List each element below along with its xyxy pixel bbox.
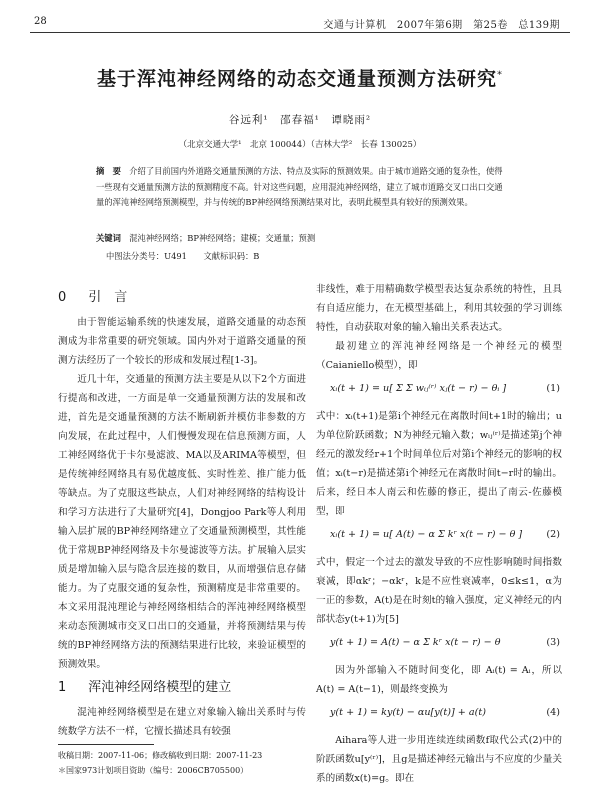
equation-body: y(t + 1) = A(t) − α Σ kʳ x(t − r) − θ [330,637,501,648]
equation [316,525,562,549]
section-heading [58,288,306,307]
abstract [96,164,508,211]
paragraph: 式中：xᵢ(t+1)是第i个神经元在离散时间t+1时的输出；u为单位阶跃函数；N为神经元输入数；wᵢⱼ⁽ʳ⁾是描述第j个神经元的激发经r+1个时间单位后对第i个神经元的影响的权值；xᵢ(t−r)是描述第i个神经元在离散时间t−r时的输出。后来，经日本人南云和佐藤的修正，提出了南云-佐藤模型，即 [316,411,562,517]
paper-title [0,64,600,91]
equation-body: y(t + 1) = ky(t) − αu[y(t)] + a(t) [330,707,486,718]
paper-title-text: 基于浑沌神经网络的动态交通量预测方法研究 [96,68,497,90]
right-column [316,280,562,788]
footnote-rule [58,744,154,745]
equation [316,379,562,403]
paragraph: 最初建立的浑沌神经网络是一个神经元的模型（Caianiello模型），即 [316,341,562,371]
header-rule [30,32,570,33]
section-title: 引 言 [88,290,128,305]
journal-info: 交通与计算机 2007年第6期 第25卷 总139期 [323,20,560,31]
title-footnote-mark: * [497,69,503,81]
paragraph: Aihara等人进一步用连续连续函数f取代公式(2)中的阶跃函数u[y⁽ʳ⁾]，且g是描述神经元输出与不应度的少量关系的函数x(t)=g。即在 [316,735,562,784]
section-title: 浑沌神经网络模型的建立 [88,680,232,695]
keywords-label: 关键词 [96,233,121,243]
equation-body: xᵢ(t + 1) = u[ A(t) − α Σ kʳ x(t − r) − θ ] [330,529,523,540]
paragraph: 因为外部输入不随时间变化，即 Aᵢ(t) = Aᵢ，所以 A(t) = A(t−1)，则最终变换为 [316,665,562,695]
section-heading [58,678,306,697]
equation-body: xᵢ(t + 1) = u[ Σ Σ wᵢⱼ⁽ʳ⁾ xⱼ(t − r) − θᵢ ] [330,383,507,394]
equation-number: (1) [546,383,560,394]
affiliation: （北京交通大学¹ 北京 100044）（吉林大学² 长春 130025） [178,140,422,150]
left-column [58,284,306,741]
paragraph: 式中，假定一个过去的激发导致的不应性影响随时间指数衰减，即αkʳ；−αkʳ，k是不应性衰减率，0≤k≤1，α为一正的参数，A(t)是在时刻t的输入强度，定义神经元的内部状态y(t+1)为[5] [316,557,562,625]
section-number: 1 [58,680,67,695]
keywords [96,232,508,244]
equation-number: (3) [546,637,560,648]
page-number: 28 [34,16,47,27]
abstract-label: 摘 要 [96,166,121,176]
paragraph: 混沌神经网络模型是在建立对象输入输出关系时与传统数学方法不一样，它擅长描述具有较强 [58,707,306,737]
keywords-text: 混沌神经网络；BP神经网络；建模；交通量；预测 [129,233,316,243]
equation-number: (4) [546,707,560,718]
paragraph: 非线性，难于用精确数学模型表达复杂系统的特性，且具有自适应能力，在无模型基础上，利用其较强的学习训练特性，自动获取对象的输入输出关系表达式。 [316,284,562,333]
footnote-funding: ＊国家973计划项目资助（编号：2006CB705500） [58,766,249,775]
abstract-text: 介绍了目前国内外道路交通量预测的方法、特点及实际的预测效果。由于城市道路交通的复杂性，使得一些现有交通量预测方法的预测精度不高。针对这些问题，应用混沌神经网络，建立了城市道路交叉口出口交通量的浑沌神经网络预测模型，并与传统的BP神经网络预测结果对比，表明此模型具有较好的预测效果。 [96,166,503,207]
paragraph: 近几十年，交通量的预测方法主要是从以下2个方面进行提高和改进，一方面是单一交通量预测方法的发展和改进，首先是交通量预测的方法不断刷新并模仿非参数的方向发展，在此过程中，人们慢慢发现在信息预测方面，人工神经网络优于卡尔曼滤波、MA以及ARIMA等模型，但是传统神经网络具有易优越度低、实时性差、推广能力低等缺点。为了克服这些缺点，人们对神经网络的结构设计和学习方法进行了大量研究[4]，Dongjoo Park等人利用输入层扩展的BP神经网络建立了交通量预测模型，其性能优于常规BP神经网络及卡尔曼滤波等方法。扩展输入层实质是增加输入层与隐含层连接的数目，从而增强信息存储能力。为了克服交通的复杂性，预测精度是非常重要的。本文采用混沌理论与神经网络相结合的浑沌神经网络模型来动态预测城市交叉口出口的交通量，并将预测结果与传统的BP神经网络方法的预测结果进行比较，来验证模型的预测效果。 [58,374,306,670]
equation [316,633,562,657]
authors: 谷远利¹ 邵春福¹ 谭晓雨² [228,114,372,126]
paragraph: 由于智能运输系统的快速发展，道路交通量的动态预测成为非常重要的研究领域。国内外对于道路交通量的预测方法经历了一个较长的形成和发展过程[1-3]。 [58,317,306,366]
equation-number: (2) [546,529,560,540]
section-number: 0 [58,290,67,305]
classification: 中图法分类号：U491 文献标识码：B [106,251,260,261]
equation [316,703,562,727]
footnote-received: 收稿日期：2007-11-06；修改稿收到日期：2007-11-23 [58,751,263,760]
